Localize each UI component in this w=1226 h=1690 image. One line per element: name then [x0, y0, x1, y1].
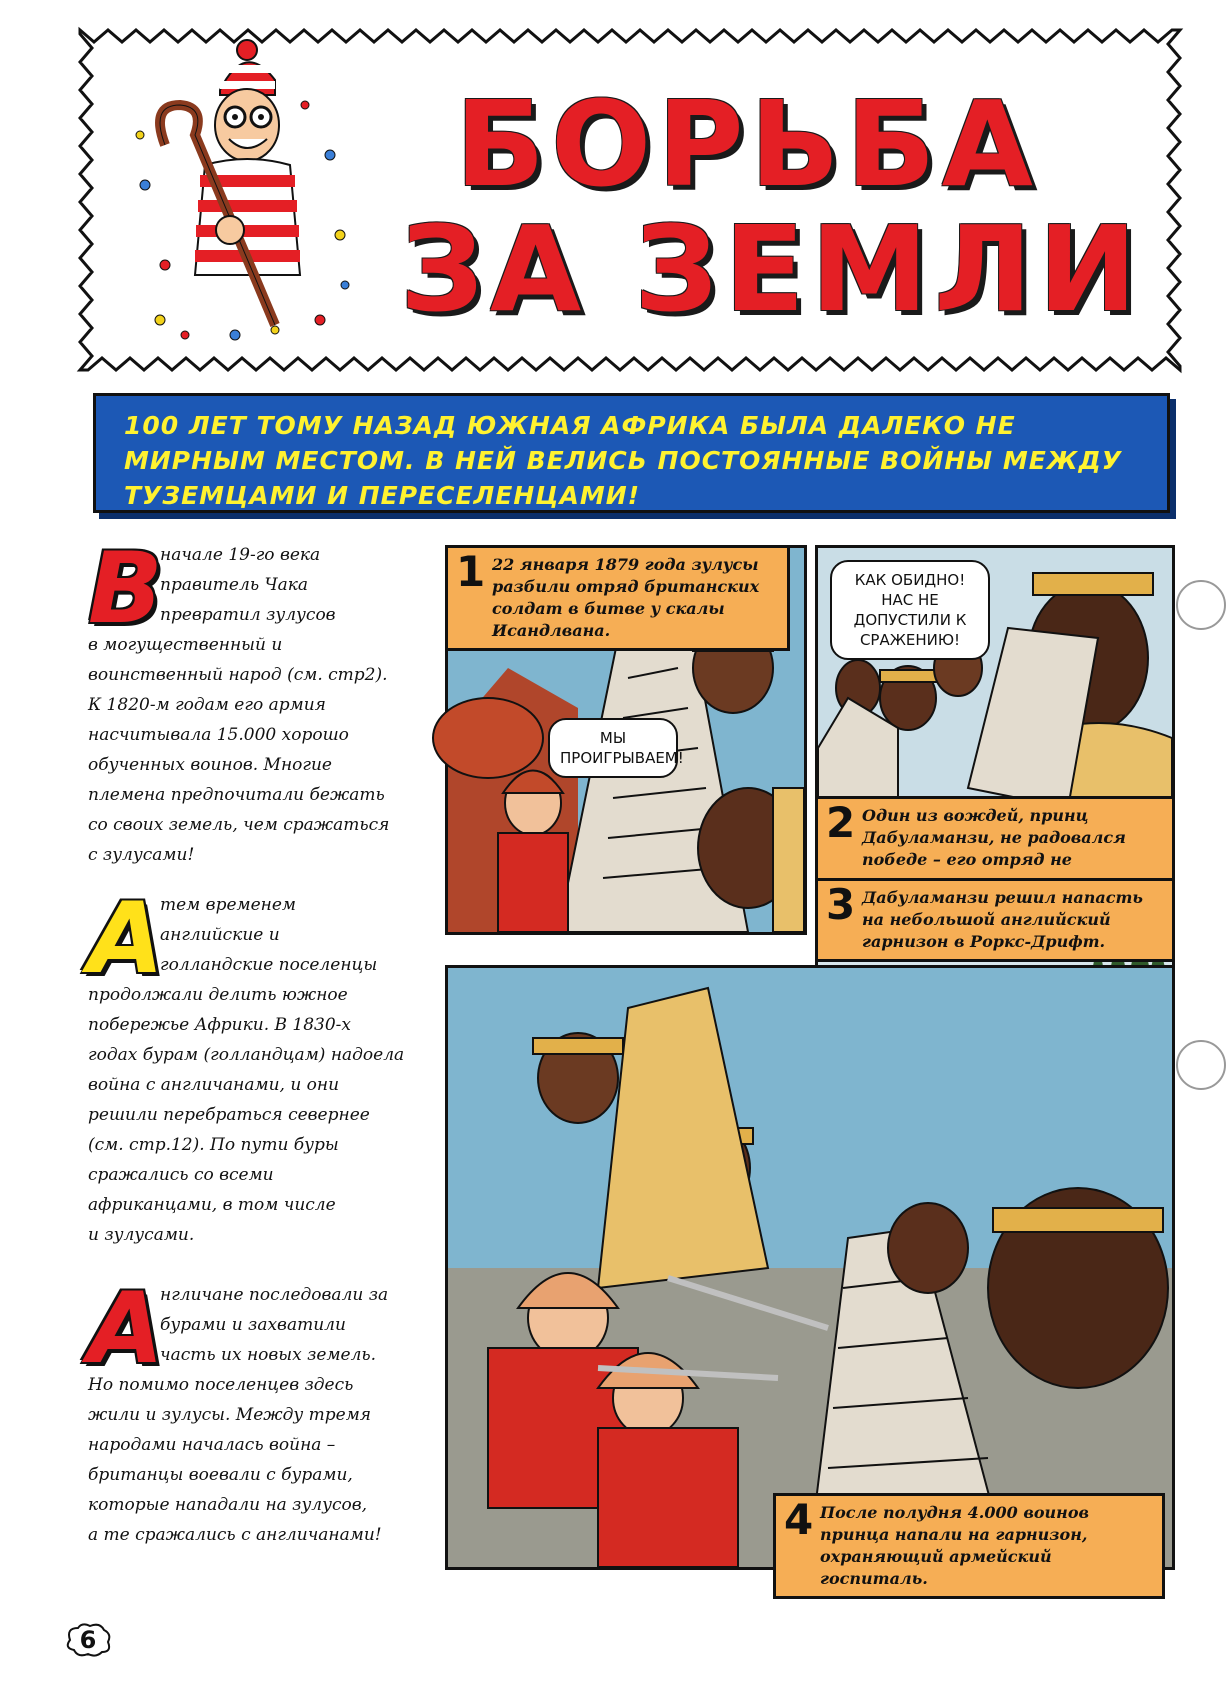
line: африканцами, в том числе — [88, 1195, 336, 1215]
line: годах бурам (голландцам) надоела — [88, 1045, 405, 1065]
panel-2-speech-bubble: КАК ОБИДНО! НАС НЕ ДОПУСТИЛИ К СРАЖЕНИЮ! — [830, 560, 990, 660]
page-number — [62, 1620, 114, 1660]
comic-panel-4 — [445, 965, 1175, 1588]
dropcap-2: А — [88, 882, 164, 996]
line: бурами и захватили — [160, 1315, 346, 1335]
line: тем временем — [160, 895, 297, 915]
panel-4-art — [448, 968, 1172, 1567]
waldo-illustration — [125, 35, 355, 355]
binder-hole-top — [1176, 580, 1226, 630]
paragraph-1 — [88, 532, 418, 870]
line: сражались со всеми — [88, 1165, 274, 1185]
title-line-2: ЗА ЗЕМЛИ — [400, 200, 1143, 338]
comic-panel-1 — [445, 545, 807, 935]
line: начале 19-го века — [160, 545, 321, 565]
panel-1-caption-text: 22 января 1879 года зулусы разбили отряд британских солдат в битве у скалы Исандлвана. — [492, 555, 760, 640]
line: побережье Африки. В 1830-х — [88, 1015, 352, 1035]
line: часть их новых земель. — [160, 1345, 377, 1365]
line: с зулусами! — [88, 845, 195, 865]
panel-2-number: 2 — [826, 798, 856, 847]
line: война с англичанами, и они — [88, 1075, 340, 1095]
panel-3-caption-text: Дабуламанзи решил напасть на небольшой английский гарнизон в Роркс-Дрифт. — [862, 888, 1143, 951]
line: Но помимо поселенцев здесь — [88, 1375, 354, 1395]
line: продолжали делить южное — [88, 985, 348, 1005]
binder-hole-bottom — [1176, 1040, 1226, 1090]
panel-2-caption-text: Один из вождей, принц Дабуламанзи, не радовался победе – его отряд не — [862, 806, 1126, 869]
panel-1-caption — [445, 545, 790, 651]
panel-4-number: 4 — [784, 1495, 814, 1544]
panel-1-speech-bubble: МЫ ПРОИГРЫВАЕМ! — [548, 718, 678, 778]
line: а те сражались с англичанами! — [88, 1525, 382, 1545]
line: обученных воинов. Многие — [88, 755, 332, 775]
line: К 1820-м годам его армия — [88, 695, 326, 715]
line: племена предпочитали бежать — [88, 785, 385, 805]
line: и зулусами. — [88, 1225, 195, 1245]
line: воинственный народ (см. стр2). — [88, 665, 388, 685]
title-line-1: БОРЬБА — [455, 75, 1039, 213]
panel-3-caption — [815, 878, 1175, 962]
line: (см. стр.12). По пути буры — [88, 1135, 339, 1155]
line: в могущественный и — [88, 635, 283, 655]
intro-banner — [93, 393, 1170, 513]
page-number-text: 6 — [79, 1626, 97, 1654]
line: со своих земель, чем сражаться — [88, 815, 390, 835]
line: насчитывала 15.000 хорошо — [88, 725, 349, 745]
comic-panel-2 — [815, 545, 1175, 870]
dropcap-1: В — [88, 532, 163, 646]
line: решили перебраться севернее — [88, 1105, 370, 1125]
line: правитель Чака — [160, 575, 309, 595]
line: нгличане последовали за — [160, 1285, 389, 1305]
dropcap-3: А — [88, 1272, 164, 1386]
panel-4-caption — [773, 1493, 1165, 1599]
line: голландские поселенцы — [160, 955, 378, 975]
panel-3-number: 3 — [826, 880, 856, 929]
line: которые нападали на зулусов, — [88, 1495, 368, 1515]
line: народами началась война – — [88, 1435, 336, 1455]
panel-1-number: 1 — [456, 547, 486, 596]
line: английские и — [160, 925, 280, 945]
paragraph-2 — [88, 882, 428, 1250]
panel-4-caption-text: После полудня 4.000 воинов принца напали на гарнизон, охраняющий армейский госпиталь. — [820, 1503, 1089, 1588]
intro-text: 100 ЛЕТ ТОМУ НАЗАД ЮЖНАЯ АФРИКА БЫЛА ДАЛЕКО НЕ МИРНЫМ МЕСТОМ. В НЕЙ ВЕЛИСЬ ПОСТОЯННЫЕ ВОЙНЫ МЕЖДУ ТУЗЕМЦАМИ И ПЕРЕСЕЛЕНЦАМИ! — [124, 411, 1122, 510]
paragraph-3 — [88, 1272, 428, 1570]
line: жили и зулусы. Между тремя — [88, 1405, 372, 1425]
line: британцы воевали с бурами, — [88, 1465, 353, 1485]
line: превратил зулусов — [160, 605, 336, 625]
